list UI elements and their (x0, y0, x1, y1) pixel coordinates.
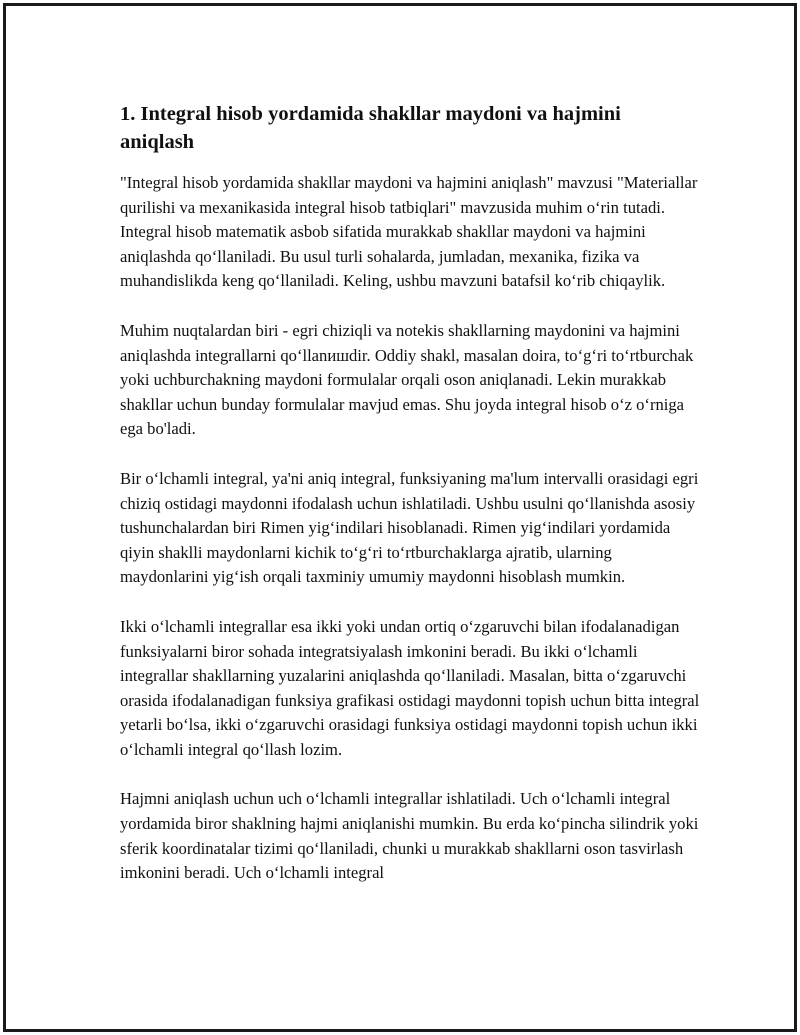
page-frame (3, 3, 797, 1032)
paragraph-double-integral: Ikki oʻlchamli integrallar esa ikki yoki undan ortiq oʻzgaruvchi bilan ifodalanadigan funksiyalarni biror sohada integratsiyalash imkonini beradi. Bu ikki oʻlchamli integrallar shakllarning yuzalarini aniqlashda qoʻllaniladi. Masalan, bitta oʻzgaruvchi orasida ifodalanadigan funksiya grafikasi ostidagi maydonni topish uchun bitta integral yetarli boʻlsa, ikki oʻzgaruvchi orasidagi funksiya ostidagi maydonni topish uchun ikki oʻlchamli integral qoʻllash lozim. (120, 616, 700, 759)
document-body (120, 100, 700, 911)
paragraph-curved-shapes: Muhim nuqtalardan biri - egri chiziqli va notekis shakllarning maydonini va hajmini aniqlashda integrallarni qoʻllanишdir. Oddiy shakl, masalan doira, toʻgʻri toʻrtburchak yoki uchburchakning maydoni formulalar orqali oson aniqlanadi. Lekin murakkab shakllar uchun bunday formulalar mavjud emas. Shu joyda integral hisob oʻz oʻrniga ega bo'ladi. (120, 320, 694, 439)
paragraph-single-integral: Bir oʻlchamli integral, ya'ni aniq integral, funksiyaning ma'lum intervalli orasidagi egri chiziq ostidagi maydonni ifodalash uchun ishlatiladi. Ushbu usulni qoʻllanishda asosiy tushunchalardan biri Rimen yigʻindilari hisoblanadi. Rimen yigʻindilari yordamida qiyin shaklli maydonlarni kichik toʻgʻri toʻrtburchaklarga ajratib, ularning maydonlarini yigʻish orqali taxminiy umumiy maydonni hisoblash mumkin. (120, 468, 699, 587)
paragraph-intro: "Integral hisob yordamida shakllar maydoni va hajmini aniqlash" mavzusi "Materiallar qurilishi va mexanikasida integral hisob tatbiqlari" mavzusida muhim oʻrin tutadi. Integral hisob matematik asbob sifatida murakkab shakllar maydoni va hajmini aniqlashda qoʻllaniladi. Bu usul turli sohalarda, jumladan, mexanika, fizika va muhandislikda keng qoʻllaniladi. Keling, ushbu mavzuni batafsil koʻrib chiqaylik. (120, 173, 698, 291)
section-heading: 1. Integral hisob yordamida shakllar maydoni va hajmini aniqlash (120, 103, 621, 153)
paragraph-triple-integral: Hajmni aniqlash uchun uch oʻlchamli integrallar ishlatiladi. Uch oʻlchamli integral yordamida biror shaklning hajmi aniqlanishi mumkin. Bu erda koʻpincha silindrik yoki sferik koordinatalar tizimi qoʻllaniladi, chunki u murakkab shakllarni oson tasvirlash imkonini beradi. Uch oʻlchamli integral (120, 789, 699, 883)
